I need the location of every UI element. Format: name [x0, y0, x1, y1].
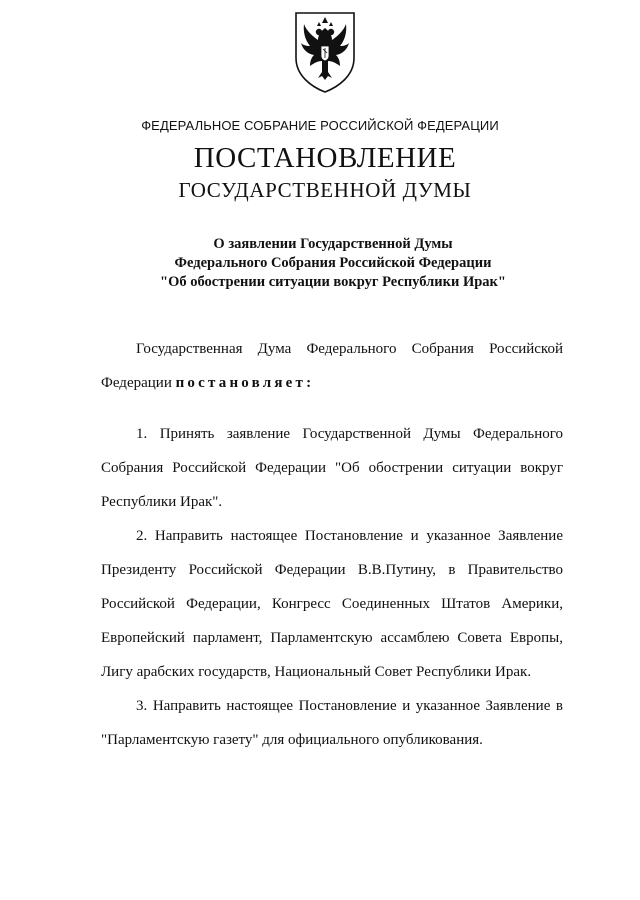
assembly-name: ФЕДЕРАЛЬНОЕ СОБРАНИЕ РОССИЙСКОЙ ФЕДЕРАЦИИ: [141, 118, 499, 133]
item-2-line-5: Лигу арабских государств, Национальный Совет Республики Ирак.: [101, 664, 532, 680]
preamble-line-2: [101, 375, 563, 392]
item-2-line-3: Российской Федерации, Конгресс Соединенных Штатов Америки,: [101, 596, 563, 612]
preamble-text: Федерации: [101, 375, 176, 391]
resolution-heading-line-3: "Об обострении ситуации вокруг Республики Ирак": [160, 274, 506, 290]
item-2-line-1: 2. Направить настоящее Постановление и указанное Заявление: [136, 528, 563, 544]
decision-word: постановляет:: [175, 375, 315, 391]
item-2-line-4: Европейский парламент, Парламентскую ассамблею Совета Европы,: [101, 630, 563, 646]
item-1-line-2: Собрания Российской Федерации "Об обострении ситуации вокруг: [101, 460, 563, 476]
resolution-heading-line-2: Федерального Собрания Российской Федерации: [174, 255, 492, 271]
item-2-line-2: Президенту Российской Федерации В.В.Путину, в Правительство: [101, 562, 563, 578]
item-1-line-1: 1. Принять заявление Государственной Думы Федерального: [136, 426, 563, 442]
preamble-line-1: Государственная Дума Федерального Собрания Российской: [136, 341, 563, 357]
item-3-line-1: 3. Направить настоящее Постановление и указанное Заявление в: [136, 698, 563, 714]
document-subtitle: ГОСУДАРСТВЕННОЙ ДУМЫ: [178, 178, 472, 202]
russian-coat-of-arms-icon: [292, 10, 358, 94]
document-title: ПОСТАНОВЛЕНИЕ: [193, 142, 457, 174]
resolution-heading-line-1: О заявлении Государственной Думы: [213, 236, 453, 252]
item-3-line-2: "Парламентскую газету" для официального опубликования.: [101, 732, 483, 748]
item-1-line-3: Республики Ирак".: [101, 494, 223, 510]
